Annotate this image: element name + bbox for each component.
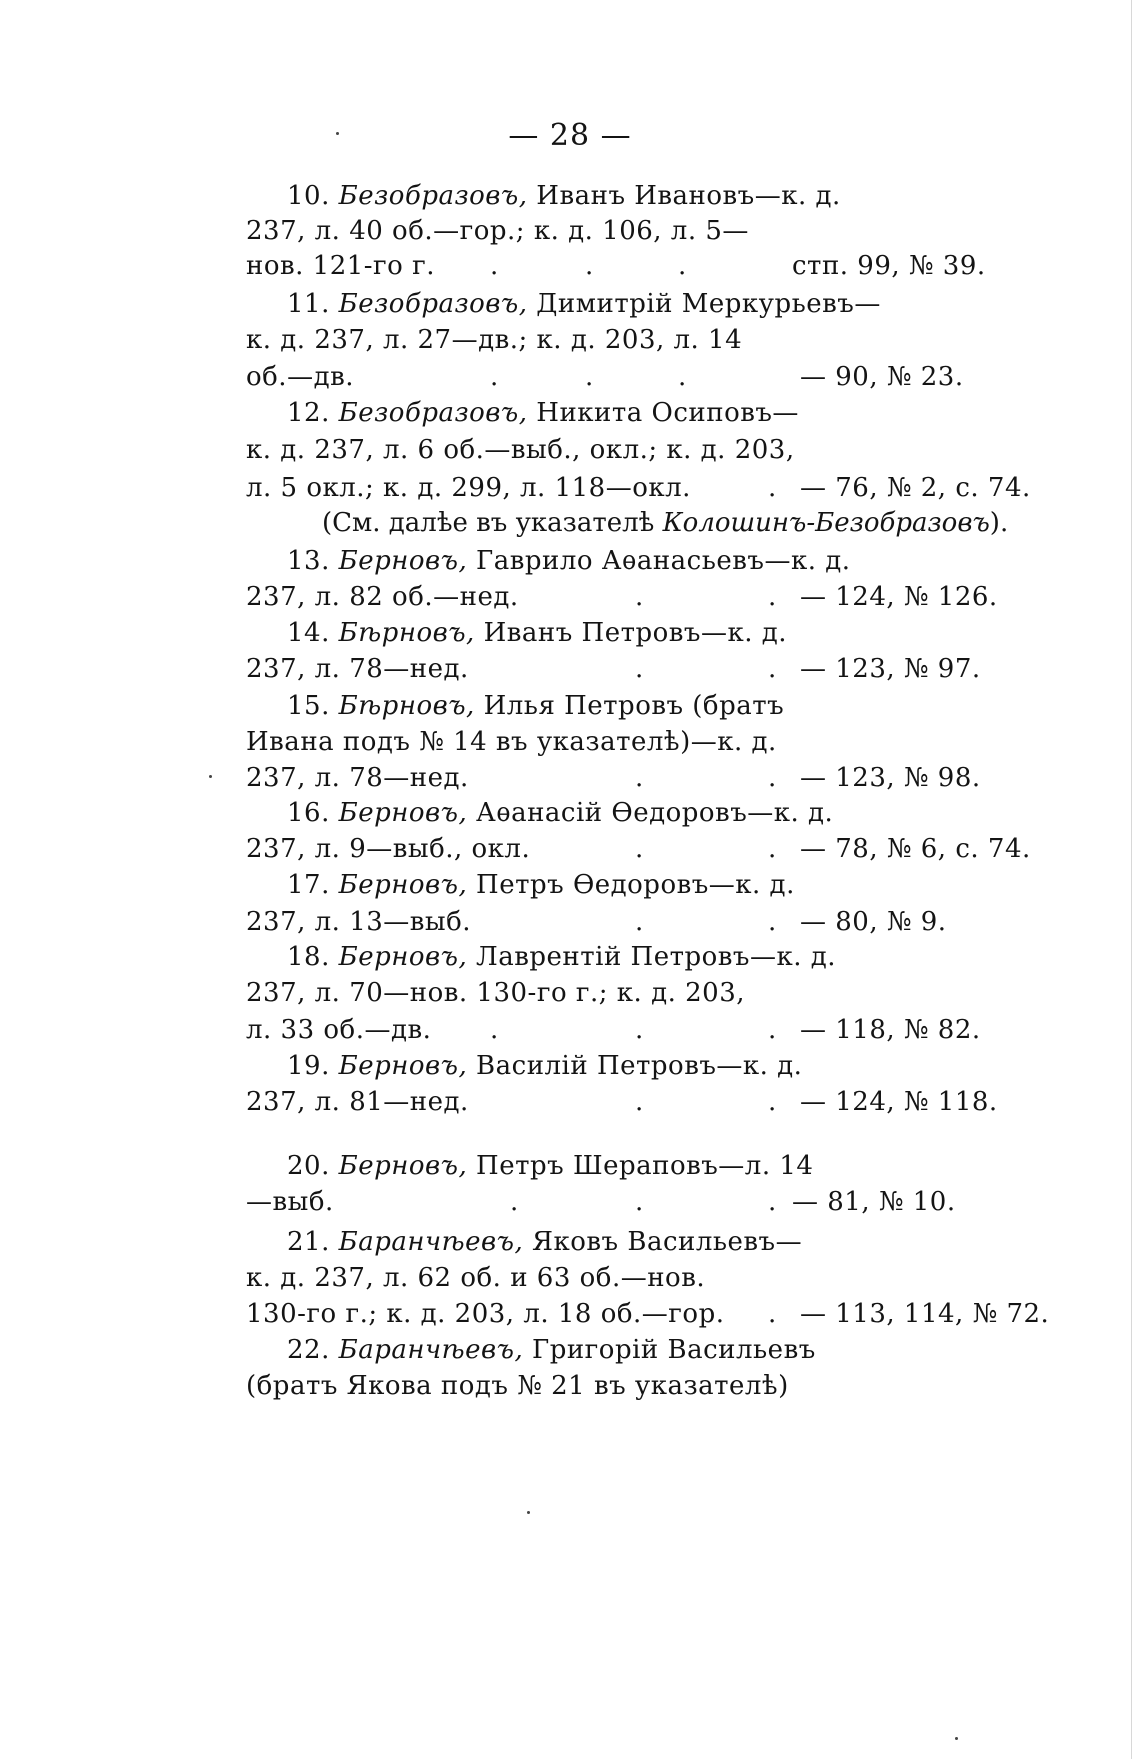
- leader-dots: . .: [635, 907, 777, 937]
- leader-dots: .: [768, 1299, 777, 1329]
- entry-16-reference: — 78, № 6, с. 74.: [800, 834, 1031, 864]
- entry-text: Петръ Ѳедоровъ—к. д.: [467, 870, 795, 900]
- entry-19-reference: — 124, № 118.: [800, 1087, 998, 1117]
- entry-18-line-3: л. 33 об.—дв.: [246, 1015, 432, 1045]
- leader-dots: .: [768, 473, 777, 503]
- entry-18-line-1: [287, 937, 836, 977]
- leader-dots: . . .: [490, 251, 687, 281]
- entry-17-line-1: [287, 865, 795, 905]
- scan-speck: [336, 132, 339, 135]
- entry-surname: Бѣрновъ,: [338, 691, 475, 721]
- entry-14-line-1: [287, 613, 787, 653]
- entry-surname: Берновъ,: [338, 798, 468, 828]
- see-also-name: Колошинъ-Безобразовъ: [662, 508, 990, 538]
- entry-15-line-3: 237, л. 78—нед.: [246, 763, 469, 793]
- entry-19-line-2: 237, л. 81—нед.: [246, 1087, 469, 1117]
- entry-19-line-1: [287, 1046, 802, 1086]
- entry-14-line-2: 237, л. 78—нед.: [246, 654, 469, 684]
- scan-speck: [209, 775, 212, 778]
- entry-13-reference: — 124, № 126.: [800, 582, 998, 612]
- see-also-prefix: (См. далѣе въ указателѣ: [322, 508, 663, 538]
- entry-18-line-2: 237, л. 70—нов. 130-го г.; к. д. 203,: [246, 978, 746, 1008]
- entry-17-reference: — 80, № 9.: [800, 907, 947, 937]
- entry-20-line-1: [287, 1146, 813, 1186]
- entry-text: Василій Петровъ—к. д.: [467, 1051, 803, 1081]
- entry-surname: Берновъ,: [338, 870, 468, 900]
- entry-21-reference: — 113, 114, № 72.: [800, 1299, 1050, 1329]
- leader-dots: . . .: [490, 362, 687, 392]
- entry-text: Лаврентій Петровъ—к. д.: [467, 942, 837, 972]
- entry-16-line-2: 237, л. 9—выб., окл.: [246, 834, 531, 864]
- scan-speck: [955, 1737, 958, 1740]
- entry-number: 20.: [287, 1151, 330, 1181]
- entry-12-reference: — 76, № 2, с. 74.: [800, 473, 1031, 503]
- entry-11-line-2: к. д. 237, л. 27—дв.; к. д. 203, л. 14: [246, 325, 743, 355]
- entry-21-line-1: [287, 1222, 802, 1262]
- entry-number: 17.: [287, 870, 330, 900]
- entry-17-line-2: 237, л. 13—выб.: [246, 907, 472, 937]
- entry-surname: Безобразовъ,: [338, 289, 528, 319]
- entry-number: 21.: [287, 1227, 330, 1257]
- entry-number: 12.: [287, 398, 330, 428]
- leader-dots: . .: [635, 1087, 777, 1117]
- entry-number: 22.: [287, 1335, 330, 1365]
- entry-number: 10.: [287, 181, 330, 211]
- leader-dots: . .: [635, 582, 777, 612]
- entry-15-line-2: Ивана подъ № 14 въ указателѣ)—к. д.: [246, 727, 777, 757]
- entry-14-reference: — 123, № 97.: [800, 654, 981, 684]
- entry-surname: Безобразовъ,: [338, 398, 528, 428]
- entry-text: Аѳанасій Ѳедоровъ—к. д.: [467, 798, 834, 828]
- entry-21-line-2: к. д. 237, л. 62 об. и 63 об.—нов.: [246, 1263, 706, 1293]
- entry-surname: Берновъ,: [338, 1051, 468, 1081]
- entry-number: 11.: [287, 289, 330, 319]
- entry-surname: Бѣрновъ,: [338, 618, 475, 648]
- entry-surname: Берновъ,: [338, 1151, 468, 1181]
- entry-22-line-2: (братъ Якова подъ № 21 въ указателѣ): [246, 1371, 789, 1401]
- entry-number: 19.: [287, 1051, 330, 1081]
- entry-10-line-1: [287, 176, 841, 216]
- entry-text: Петръ Шераповъ—л. 14: [467, 1151, 814, 1181]
- scan-speck: [527, 1511, 530, 1514]
- entry-surname: Баранчѣевъ,: [338, 1227, 524, 1257]
- entry-text: Гаврило Аѳанасьевъ—к. д.: [467, 546, 851, 576]
- entry-surname: Берновъ,: [338, 942, 468, 972]
- entry-20-line-2: —выб.: [246, 1187, 334, 1217]
- entry-12-line-3: л. 5 окл.; к. д. 299, л. 118—окл.: [246, 473, 691, 503]
- entry-number: 14.: [287, 618, 330, 648]
- entry-number: 15.: [287, 691, 330, 721]
- entry-15-line-1: [287, 686, 784, 726]
- entry-12-see-also: [322, 503, 1008, 543]
- entry-11-line-1: [287, 284, 881, 324]
- entry-number: 13.: [287, 546, 330, 576]
- entry-10-reference: стп. 99, № 39.: [792, 251, 986, 281]
- entry-text: Димитрій Меркурьевъ—: [527, 289, 881, 319]
- entry-number: 18.: [287, 942, 330, 972]
- entry-18-reference: — 118, № 82.: [800, 1015, 981, 1045]
- see-also-suffix: ).: [989, 508, 1009, 538]
- entry-12-line-2: к. д. 237, л. 6 об.—выб., окл.; к. д. 203,: [246, 435, 795, 465]
- page-edge-line: [1131, 0, 1132, 1759]
- entry-surname: Безобразовъ,: [338, 181, 528, 211]
- entry-text: Иванъ Ивановъ—к. д.: [527, 181, 841, 211]
- leader-dots: . . .: [510, 1187, 777, 1217]
- entry-number: 16.: [287, 798, 330, 828]
- entry-text: Иванъ Петровъ—к. д.: [474, 618, 788, 648]
- entry-text: Илья Петровъ (братъ: [474, 691, 785, 721]
- leader-dots: . .: [635, 834, 777, 864]
- entry-20-reference: — 81, № 10.: [792, 1187, 956, 1217]
- entry-11-reference: — 90, № 23.: [800, 362, 964, 392]
- entry-text: Яковъ Васильевъ—: [523, 1227, 803, 1257]
- leader-dots: . .: [635, 654, 777, 684]
- entry-13-line-1: [287, 541, 851, 581]
- entry-16-line-1: [287, 793, 833, 833]
- leader-dots: . . .: [490, 1015, 777, 1045]
- entry-21-line-3: 130-го г.; к. д. 203, л. 18 об.—гор.: [246, 1299, 725, 1329]
- entry-surname: Берновъ,: [338, 546, 468, 576]
- entry-10-line-3: нов. 121-го г.: [246, 251, 435, 281]
- entry-10-line-2: 237, л. 40 об.—гор.; к. д. 106, л. 5—: [246, 216, 749, 246]
- entry-15-reference: — 123, № 98.: [800, 763, 981, 793]
- entry-13-line-2: 237, л. 82 об.—нед.: [246, 582, 519, 612]
- page-number: — 28 —: [508, 118, 632, 153]
- entry-12-line-1: [287, 393, 799, 433]
- entry-22-line-1: [287, 1330, 816, 1370]
- leader-dots: . .: [635, 763, 777, 793]
- entry-11-line-3: об.—дв.: [246, 362, 354, 392]
- entry-text: Григорій Васильевъ: [523, 1335, 816, 1365]
- entry-surname: Баранчѣевъ,: [338, 1335, 524, 1365]
- entry-text: Никита Осиповъ—: [527, 398, 799, 428]
